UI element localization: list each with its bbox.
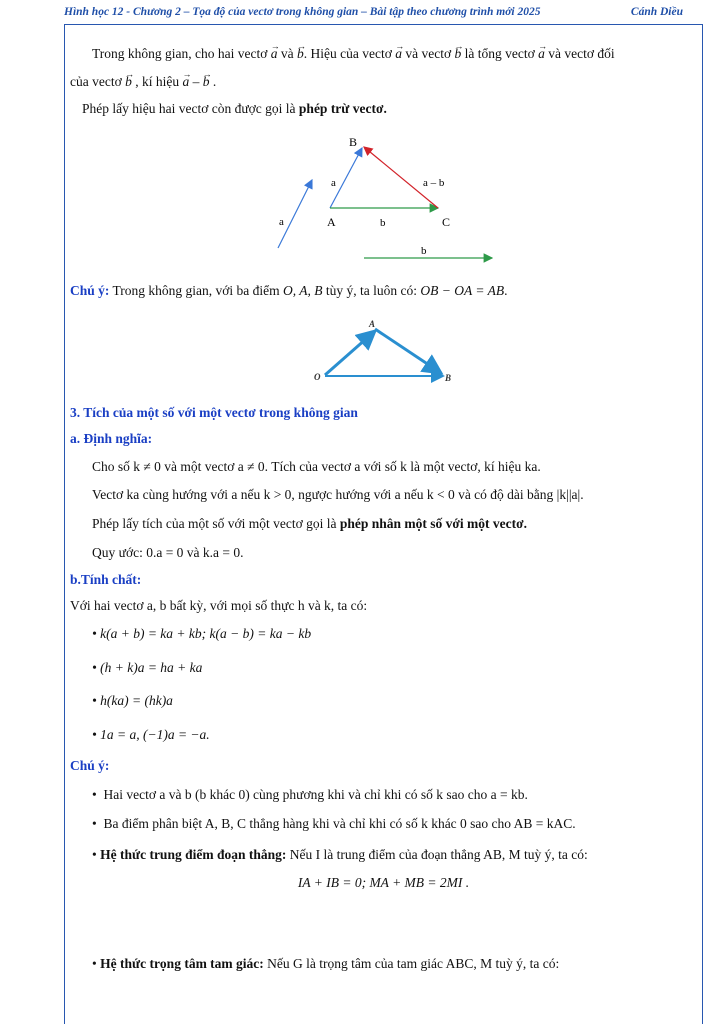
label-b-2: b: [421, 245, 427, 257]
header-edition: Cánh Diều: [630, 6, 683, 18]
definition-line-2: Vectơ ka cùng hướng với a nếu k > 0, ngược hướng với a nếu k < 0 và có độ dài bằng |k||a|.: [92, 487, 584, 502]
label-B-2: B: [445, 373, 452, 383]
property-1: • k(a + b) = ka + kb; k(a − b) = ka − kb: [92, 626, 312, 641]
label-B: B: [349, 135, 358, 149]
intro-line-1: Trong không gian, cho hai vectơ → a và → b. Hiệu của vectơ → a và vectơ → b là tổng vectơ → a và vectơ đối: [92, 45, 697, 63]
vector-difference-figure: [270, 130, 570, 270]
property-4: • 1a = a, (−1)a = −a.: [92, 727, 210, 742]
label-b-1: b: [380, 217, 386, 229]
header-title: Hình học 12 - Chương 2 – Tọa độ của vectơ trong không gian – Bài tập theo chương trình mới 2025: [64, 6, 541, 18]
note-1: Chú ý: Trong không gian, với ba điểm O, A, B tùy ý, ta luôn có: OB − OA = AB.: [70, 283, 508, 298]
triangle-OAB-figure: [305, 315, 465, 390]
vector-AB-2: [375, 329, 441, 373]
definition-line-3: Phép lấy tích của một số với một vectơ gọi là phép nhân một số với một vectơ.: [92, 516, 527, 531]
definition-title: a. Định nghĩa:: [70, 431, 153, 446]
label-A: A: [327, 215, 336, 229]
left-border: [64, 24, 65, 1024]
intro-line-2: của vectơ → b , kí hiệu → a – → b .: [70, 73, 697, 91]
vector-OA: [325, 331, 375, 375]
midpoint-formula: IA + IB = 0; MA + MB = 2MI .: [297, 875, 470, 890]
label-a-1: a: [331, 177, 336, 189]
note-2-item-2: • Ba điểm phân biệt A, B, C thẳng hàng khi và chỉ khi có số k khác 0 sao cho AB = kAC.: [92, 816, 576, 831]
vector-a-free: [278, 180, 312, 248]
property-3: • h(ka) = (hk)a: [92, 693, 173, 708]
definition-line-1: Cho số k ≠ 0 và một vectơ a ≠ 0. Tích của vectơ a với số k là một vectơ, kí hiệu ka.: [92, 459, 541, 474]
note-2-item-1: • Hai vectơ a và b (b khác 0) cùng phương khi và chỉ khi có số k sao cho a = kb.: [92, 787, 528, 802]
note-2-item-3: • Hệ thức trung điểm đoạn thẳng: Nếu I là trung điểm của đoạn thẳng AB, M tuỳ ý, ta có:: [92, 847, 588, 862]
note-2-item-4: • Hệ thức trọng tâm tam giác: Nếu G là trọng tâm của tam giác ABC, M tuỳ ý, ta có:: [92, 956, 560, 971]
note-2-title: Chú ý:: [70, 758, 110, 773]
label-O: O: [314, 372, 321, 382]
intro-line-3: Phép lấy hiệu hai vectơ còn được gọi là phép trừ vectơ.: [82, 101, 387, 116]
properties-title: b.Tính chất:: [70, 572, 142, 587]
page-content: [70, 0, 697, 1024]
right-border: [702, 24, 703, 1024]
properties-intro: Với hai vectơ a, b bất kỳ, với mọi số thực h và k, ta có:: [70, 598, 368, 613]
label-a-2: a: [279, 216, 284, 228]
definition-line-4: Quy ước: 0.a = 0 và k.a = 0.: [92, 545, 244, 560]
label-a-minus-b: a – b: [423, 177, 445, 189]
property-2: • (h + k)a = ha + ka: [92, 660, 203, 675]
label-A-2: A: [369, 319, 376, 329]
label-C: C: [442, 215, 451, 229]
section-3-title: 3. Tích của một số với một vectơ trong không gian: [70, 405, 358, 420]
